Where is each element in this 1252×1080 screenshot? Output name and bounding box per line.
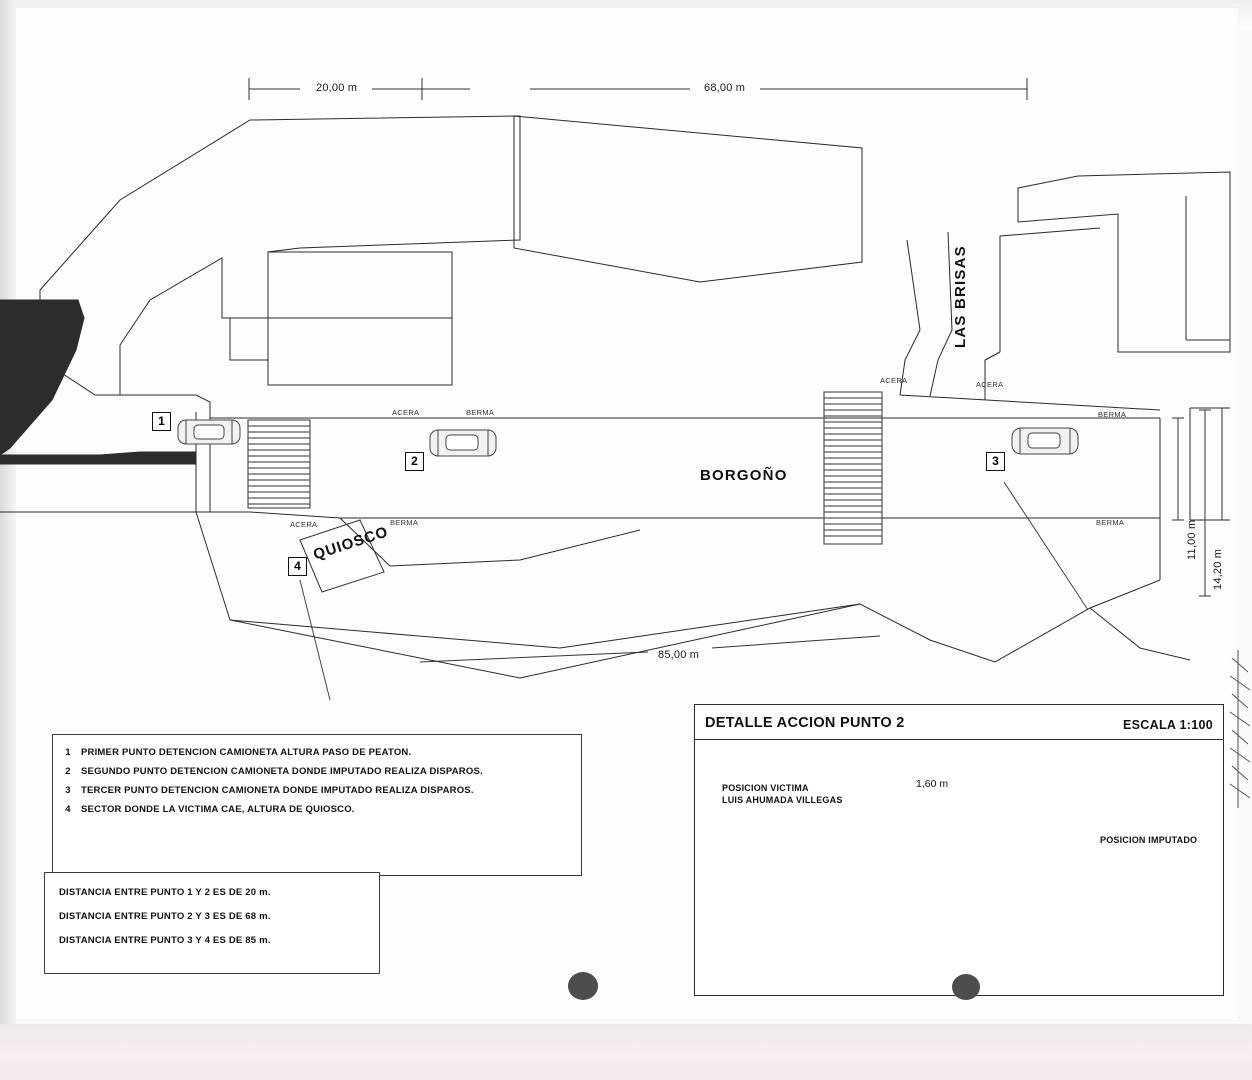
detail-panel-divider — [695, 739, 1223, 740]
dimension-label-68m: 68,00 m — [704, 82, 746, 94]
legend-item-1-num: 1 — [65, 747, 71, 758]
label-berma-4: BERMA — [1096, 518, 1125, 527]
legend-item-2 — [63, 766, 571, 778]
label-acera-3: ACERA — [880, 376, 908, 385]
legend-item-3-num: 3 — [65, 784, 71, 796]
distance-line-2: DISTANCIA ENTRE PUNTO 2 Y 3 ES DE 68 m. — [59, 911, 271, 922]
point-marker-3: 3 — [986, 452, 1005, 471]
dimension-line-right — [1172, 410, 1211, 596]
point-marker-2: 2 — [405, 452, 424, 471]
legend-box — [52, 734, 582, 876]
legend-item-4-num: 4 — [65, 803, 71, 815]
label-acera-4: ACERA — [976, 380, 1004, 389]
right-edge-marks — [1230, 650, 1250, 808]
detail-panel — [694, 704, 1224, 996]
vehicle-point-2 — [430, 430, 496, 456]
detail-panel-title: DETALLE ACCION PUNTO 2 — [705, 715, 905, 731]
legend-item-2-num: 2 — [65, 765, 71, 777]
victim-label-line-1: POSICION VICTIMA — [722, 783, 809, 793]
dimension-label-20m: 20,00 m — [316, 82, 358, 94]
distances-box — [44, 872, 380, 974]
detail-panel-scale: ESCALA 1:100 — [1123, 718, 1213, 732]
crosswalk-east — [824, 392, 882, 544]
building-outlines — [40, 116, 1230, 395]
street-label-borgono: BORGOÑO — [700, 467, 788, 484]
dimension-line-top — [249, 78, 1027, 100]
detail-dimension-label: 1,60 m — [916, 778, 949, 790]
label-acera-2: ACERA — [290, 520, 318, 529]
victim-label-line-2: LUIS AHUMADA VILLEGAS — [722, 795, 843, 805]
point-marker-1: 1 — [152, 412, 171, 431]
legend-item-1-text: PRIMER PUNTO DETENCION CAMIONETA ALTURA PASO DE PEATON. — [81, 747, 412, 758]
ink-blob-right — [952, 974, 980, 1000]
label-berma-3: BERMA — [1098, 410, 1127, 419]
legend-item-1 — [63, 747, 571, 759]
shaded-area — [0, 300, 84, 455]
street-label-las-brisas: LAS BRISAS — [952, 245, 969, 348]
legend-item-4-text: SECTOR DONDE LA VICTIMA CAE, ALTURA DE QUIOSCO. — [81, 803, 355, 815]
suspect-label: POSICION IMPUTADO — [1100, 835, 1198, 845]
legend-item-4 — [63, 804, 571, 816]
ink-blob-left — [568, 972, 598, 1000]
vehicle-point-3 — [1012, 428, 1078, 454]
road-borgono — [0, 232, 1230, 520]
distance-line-1: DISTANCIA ENTRE PUNTO 1 Y 2 ES DE 20 m. — [59, 887, 271, 898]
label-acera-1: ACERA — [392, 408, 420, 417]
dimension-label-1420m: 14,20 m — [1212, 548, 1224, 590]
vehicle-point-1 — [178, 420, 240, 444]
kiosk-label: QUIOSCO — [311, 523, 391, 564]
point-marker-4: 4 — [288, 557, 307, 576]
distance-line-3: DISTANCIA ENTRE PUNTO 3 Y 4 ES DE 85 m. — [59, 935, 271, 946]
legend-item-3 — [63, 785, 571, 797]
crosswalk-west — [248, 420, 310, 508]
legend-item-3-text: TERCER PUNTO DETENCION CAMIONETA DONDE IMPUTADO REALIZA DISPAROS. — [81, 784, 474, 796]
dimension-label-85m: 85,00 m — [658, 649, 700, 661]
label-berma-2: BERMA — [390, 518, 419, 527]
label-berma-1: BERMA — [466, 408, 495, 417]
legend-item-2-text: SEGUNDO PUNTO DETENCION CAMIONETA DONDE IMPUTADO REALIZA DISPAROS. — [81, 765, 483, 777]
dimension-label-11m: 11,00 m — [1186, 519, 1198, 560]
dimension-line-bottom — [420, 636, 880, 662]
